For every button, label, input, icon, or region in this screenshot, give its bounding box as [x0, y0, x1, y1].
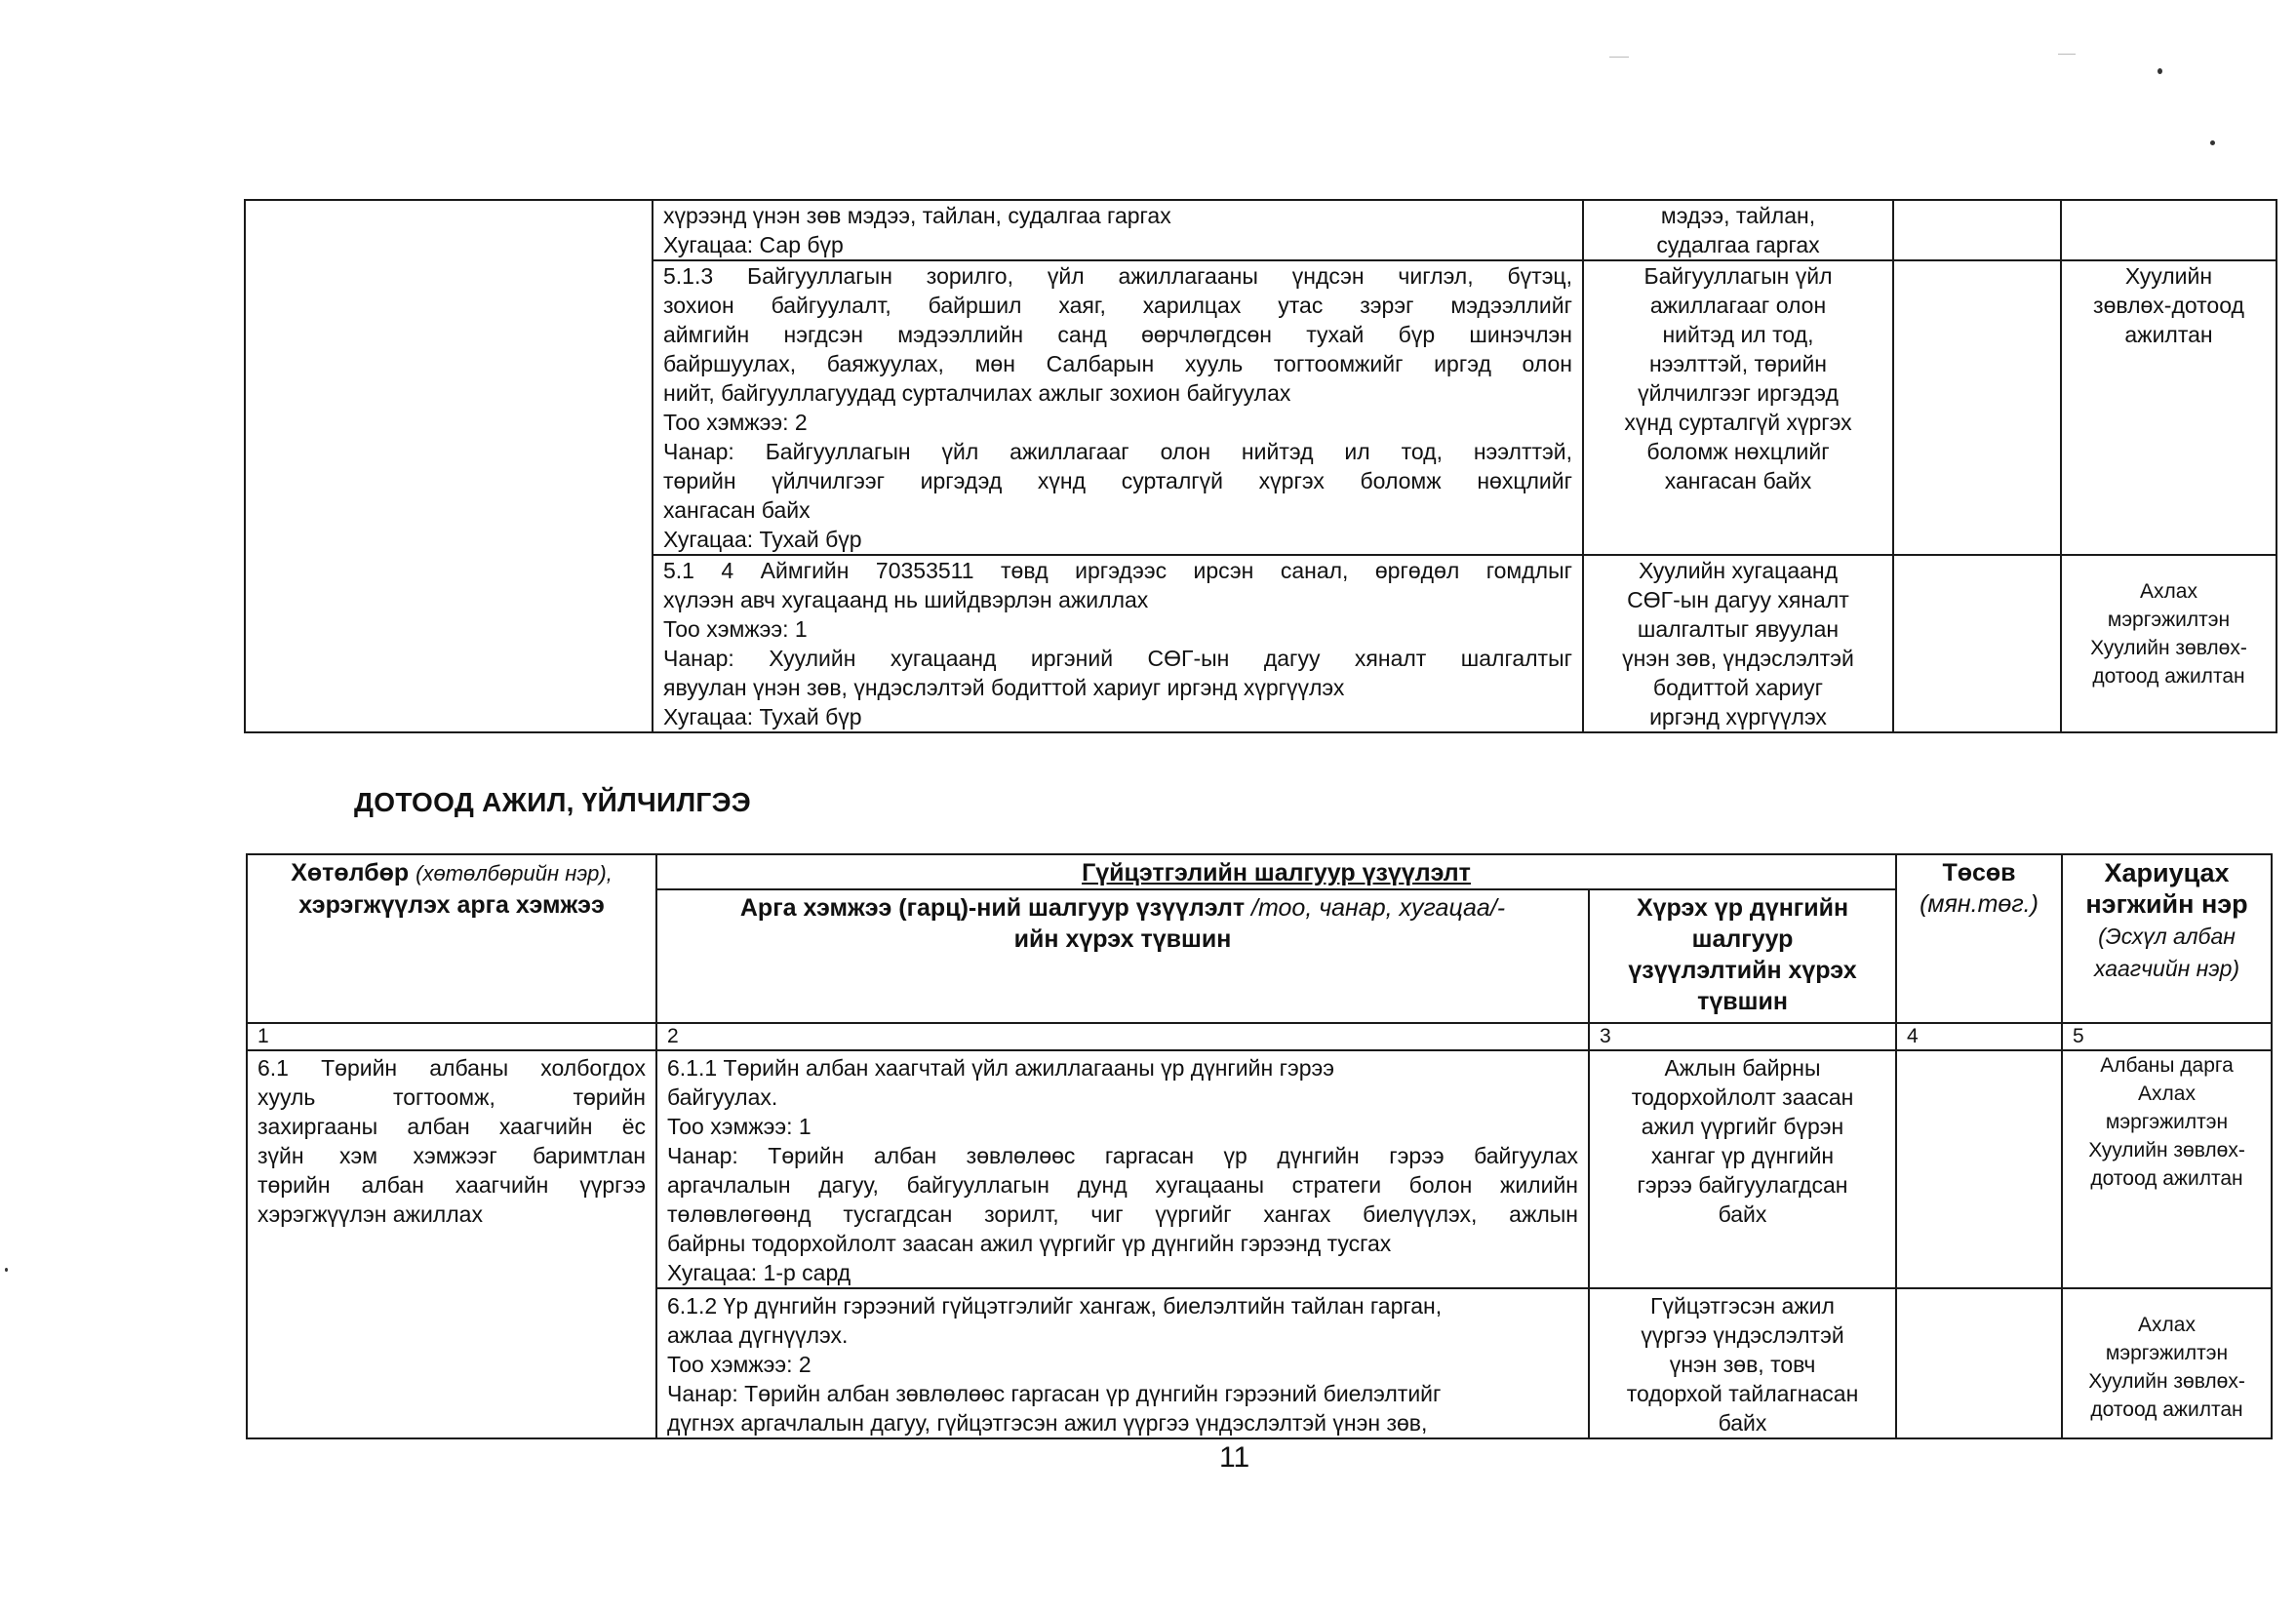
result-line: нийтэд ил тод,	[1662, 322, 1814, 347]
activity-deadline: Хугацаа: Тухай бүр	[663, 527, 862, 552]
activity-line: аймгийн нэгдсэн мэдээллийн санд өөрчлөгдсөн тухай бүр шинэчлэн	[663, 322, 1572, 347]
continued-plan-table	[244, 199, 2277, 733]
result-line: Гүйцэтгэсэн ажил	[1650, 1293, 1835, 1319]
program-line: зүйн хэм хэмжээг баримтлан	[257, 1143, 646, 1168]
responsible-line: Ахлах	[2138, 1314, 2196, 1336]
result-line: хангасан байх	[1664, 468, 1812, 493]
activity-quality: Чанар: Хуулийн хугацаанд иргэний СӨГ-ын дагуу хяналт шалгалтыг	[663, 646, 1572, 671]
activity-quality: байрны тодорхойлолт заасан ажил үүргийг үр дүнгийн гэрээнд тусгах	[667, 1231, 1392, 1256]
header-responsible-title: Хариуцах нэгжийн нэр	[2085, 858, 2248, 919]
result-line: гэрээ байгуулагдсан	[1637, 1172, 1848, 1198]
program-line: захиргааны албан хаагчийн ёс	[257, 1114, 646, 1139]
activity-line: хүрээнд үнэн зөв мэдээ, тайлан, судалгаа гаргах	[663, 203, 1171, 228]
activity-line: нийт, байгууллагуудад сурталчилах ажлыг зохион байгуулах	[663, 380, 1291, 406]
budget-cell	[1893, 555, 2061, 732]
result-line: үнэн зөв, үндэслэлтэй	[1622, 646, 1854, 671]
activity-quality: дүгнэх аргачлалын дагуу, гүйцэтгэсэн ажил үүргээ үндэслэлтэй үнэн зөв,	[667, 1410, 1428, 1436]
result-line: нээлттэй, төрийн	[1648, 351, 1828, 376]
responsible-line: Хуулийн	[2124, 263, 2213, 289]
result-line: СӨГ-ын дагуу хяналт	[1627, 587, 1849, 612]
responsible-line: Ахлах	[2138, 1083, 2196, 1105]
responsible-line: мэргэжилтэн	[2107, 609, 2231, 631]
responsible-cell	[2061, 555, 2276, 732]
result-line: Байгууллагын үйл	[1643, 263, 1833, 289]
activity-deadline: Хугацаа: Тухай бүр	[663, 704, 862, 729]
result-line: Ажлын байрны	[1664, 1055, 1821, 1081]
responsible-cell	[2062, 1288, 2272, 1438]
result-cell	[1583, 555, 1893, 732]
result-line: хангаг үр дүнгийн	[1650, 1143, 1835, 1168]
result-line: байх	[1718, 1201, 1767, 1227]
header-result-line: үзүүлэлтийн хүрэх	[1628, 957, 1857, 984]
scan-mark	[1609, 57, 1629, 58]
activity-cell	[653, 200, 1583, 260]
responsible-line: дотоод ажилтан	[2092, 665, 2245, 688]
header-budget-title: Төсөв	[1942, 859, 2016, 886]
activity-quality: төрийн үйлчилгээг иргэдэд хүнд сурталгүй хүргэх боломж нөхцлийг	[663, 468, 1572, 493]
header-row	[247, 854, 2272, 889]
program-line: төрийн албан хаагчийн үүргээ	[257, 1172, 646, 1198]
result-line: бодиттой хариуг	[1652, 675, 1824, 700]
activity-line: 6.1.2 Үр дүнгийн гэрээний гүйцэтгэлийг хангаж, биелэлтийн тайлан гарган,	[667, 1293, 1443, 1319]
responsible-line: мэргэжилтэн	[2105, 1111, 2229, 1133]
responsible-line: Албаны дарга	[2100, 1054, 2234, 1077]
header-performance	[656, 854, 1896, 889]
result-line: үнэн зөв, товч	[1669, 1352, 1816, 1377]
header-responsible	[2062, 854, 2272, 1023]
activity-line: байгуулах.	[667, 1084, 778, 1110]
result-cell	[1589, 1288, 1896, 1438]
result-line: боломж нөхцлийг	[1646, 439, 1830, 464]
program-line: хууль тогтоомж, төрийн	[257, 1084, 646, 1110]
result-line: иргэнд хүргүүлэх	[1649, 704, 1827, 729]
responsible-line: Хуулийн зөвлөх-	[2090, 637, 2247, 659]
responsible-cell	[2061, 200, 2276, 260]
scan-mark	[2058, 54, 2076, 55]
result-line: үйлчилгээг иргэдэд	[1638, 380, 1839, 406]
header-program-title: Хөтөлбөр	[291, 859, 410, 886]
header-result-line: түвшин	[1697, 988, 1788, 1015]
responsible-line: дотоод ажилтан	[2090, 1398, 2243, 1421]
scan-speck	[2210, 140, 2215, 145]
section-title: ДОТООД АЖИЛ, ҮЙЛЧИЛГЭЭ	[354, 787, 752, 817]
header-activity-title: Арга хэмжээ (гарц)-ний шалгуур үзүүлэлт	[739, 894, 1246, 922]
program-cell-empty	[245, 200, 653, 732]
header-performance-title: Гүйцэтгэлийн шалгуур үзүүлэлт	[1082, 859, 1471, 886]
scan-speck	[5, 1268, 8, 1272]
result-line: тодорхойлолт заасан	[1631, 1084, 1854, 1110]
activity-cell	[656, 1288, 1589, 1438]
table-row	[247, 1050, 2272, 1288]
activity-deadline: Хугацаа: 1-р сард	[667, 1260, 851, 1285]
responsible-cell	[2062, 1050, 2272, 1288]
responsible-line: мэргэжилтэн	[2105, 1342, 2229, 1364]
header-budget-unit: (мян.төг.)	[1920, 890, 2039, 918]
page-number: 11	[1219, 1441, 1250, 1474]
header-result	[1589, 889, 1896, 1023]
result-line: байх	[1718, 1410, 1767, 1436]
column-number: 5	[2062, 1023, 2272, 1050]
activity-line: 6.1.1 Төрийн албан хаагчтай үйл ажиллагааны үр дүнгийн гэрээ	[667, 1055, 1334, 1081]
activity-line: 5.1 4 Аймгийн 70353511 төвд иргэдээс ирсэн санал, өргөдөл гомдлыг	[663, 558, 1572, 583]
program-cell	[247, 1050, 656, 1438]
program-line: 6.1 Төрийн албаны холбогдох	[257, 1055, 646, 1081]
result-cell	[1583, 200, 1893, 260]
activity-quality: явуулан үнэн зөв, үндэслэлтэй бодиттой хариуг иргэнд хүргүүлэх	[663, 675, 1345, 700]
column-number-row	[247, 1023, 2272, 1050]
header-program-subtitle: хэрэгжүүлэх арга хэмжээ	[298, 891, 605, 919]
responsible-line: зөвлөх-дотоод	[2093, 293, 2244, 318]
activity-line: 5.1.3 Байгууллагын зорилго, үйл ажиллагааны үндсэн чиглэл, бүтэц,	[663, 263, 1572, 289]
activity-quality: Чанар: Төрийн албан зөвлөлөөс гаргасан үр дүнгийн гэрээний биелэлтийг	[667, 1381, 1442, 1406]
column-number: 2	[656, 1023, 1589, 1050]
table-row	[245, 200, 2276, 260]
activity-quantity: Тоо хэмжээ: 1	[667, 1114, 812, 1139]
activity-quality: хангасан байх	[663, 497, 811, 523]
header-program-note: (хөтөлбөрийн нэр),	[416, 861, 613, 886]
result-line: судалгаа гаргах	[1656, 232, 1820, 257]
scan-speck	[2157, 68, 2162, 74]
result-line: хүнд сурталгүй хүргэх	[1624, 410, 1852, 435]
internal-work-table	[246, 853, 2273, 1439]
result-line: ажил үүргийг бүрэн	[1641, 1114, 1844, 1139]
activity-quality: Чанар: Байгууллагын үйл ажиллагааг олон нийтэд ил тод, нээлттэй,	[663, 439, 1572, 464]
column-number: 3	[1589, 1023, 1896, 1050]
result-line: Хуулийн хугацаанд	[1638, 558, 1839, 583]
result-line: үүргээ үндэслэлтэй	[1641, 1322, 1844, 1348]
result-cell	[1589, 1050, 1896, 1288]
header-responsible-note: (Эсхүл албан хаагчийн нэр)	[2093, 924, 2240, 981]
responsible-line: Хуулийн зөвлөх-	[2088, 1370, 2245, 1393]
activity-quantity: Тоо хэмжээ: 2	[667, 1352, 812, 1377]
column-number: 1	[247, 1023, 656, 1050]
header-budget	[1896, 854, 2062, 1023]
activity-cell	[656, 1050, 1589, 1288]
result-cell	[1583, 260, 1893, 555]
activity-quality: төлөвлөгөөнд тусгагдсан зорилт, чиг үүргийг хангах биелүүлэх, ажлын	[667, 1201, 1578, 1227]
result-line: шалгалтыг явуулан	[1637, 616, 1840, 642]
header-result-line: шалгуур	[1691, 925, 1794, 953]
activity-line: байршуулах, баяжуулах, мөн Салбарын хууль тогтоомжийг иргэд олон	[663, 351, 1572, 376]
activity-quantity: Тоо хэмжээ: 2	[663, 410, 808, 435]
responsible-line: дотоод ажилтан	[2090, 1167, 2243, 1190]
budget-cell	[1893, 200, 2061, 260]
header-activity-note: /тоо, чанар, хугацаа/-	[1251, 894, 1506, 922]
budget-cell	[1893, 260, 2061, 555]
activity-quantity: Тоо хэмжээ: 1	[663, 616, 808, 642]
header-activity-subtitle: ийн хүрэх түвшин	[1013, 925, 1232, 953]
header-activity	[656, 889, 1589, 1023]
responsible-line: Хуулийн зөвлөх-	[2088, 1139, 2245, 1161]
column-number: 4	[1896, 1023, 2062, 1050]
budget-cell	[1896, 1288, 2062, 1438]
activity-cell	[653, 555, 1583, 732]
budget-cell	[1896, 1050, 2062, 1288]
activity-line: хүлээн авч хугацаанд нь шийдвэрлэн ажиллах	[663, 587, 1149, 612]
result-line: мэдээ, тайлан,	[1660, 203, 1816, 228]
result-line: ажиллагааг олон	[1649, 293, 1827, 318]
program-line: хэрэгжүүлэн ажиллах	[257, 1201, 483, 1227]
responsible-cell	[2061, 260, 2276, 555]
header-program	[247, 854, 656, 1023]
header-result-line: Хүрэх үр дүнгийн	[1636, 894, 1849, 922]
activity-quality: Чанар: Төрийн албан зөвлөлөөс гаргасан үр дүнгийн гэрээ байгуулах	[667, 1143, 1578, 1168]
activity-line: зохион байгуулалт, байршил хаяг, харилцах утас зэрэг мэдээллийг	[663, 293, 1572, 318]
activity-cell	[653, 260, 1583, 555]
result-line: тодорхой тайлагнасан	[1626, 1381, 1859, 1406]
responsible-line: ажилтан	[2124, 322, 2213, 347]
activity-deadline: Хугацаа: Сар бүр	[663, 232, 844, 257]
activity-line: ажлаа дүгнүүлэх.	[667, 1322, 849, 1348]
activity-quality: аргачлалын дагуу, байгууллагын дунд хугацааны стратеги болон жилийн	[667, 1172, 1578, 1198]
responsible-line: Ахлах	[2140, 580, 2197, 603]
